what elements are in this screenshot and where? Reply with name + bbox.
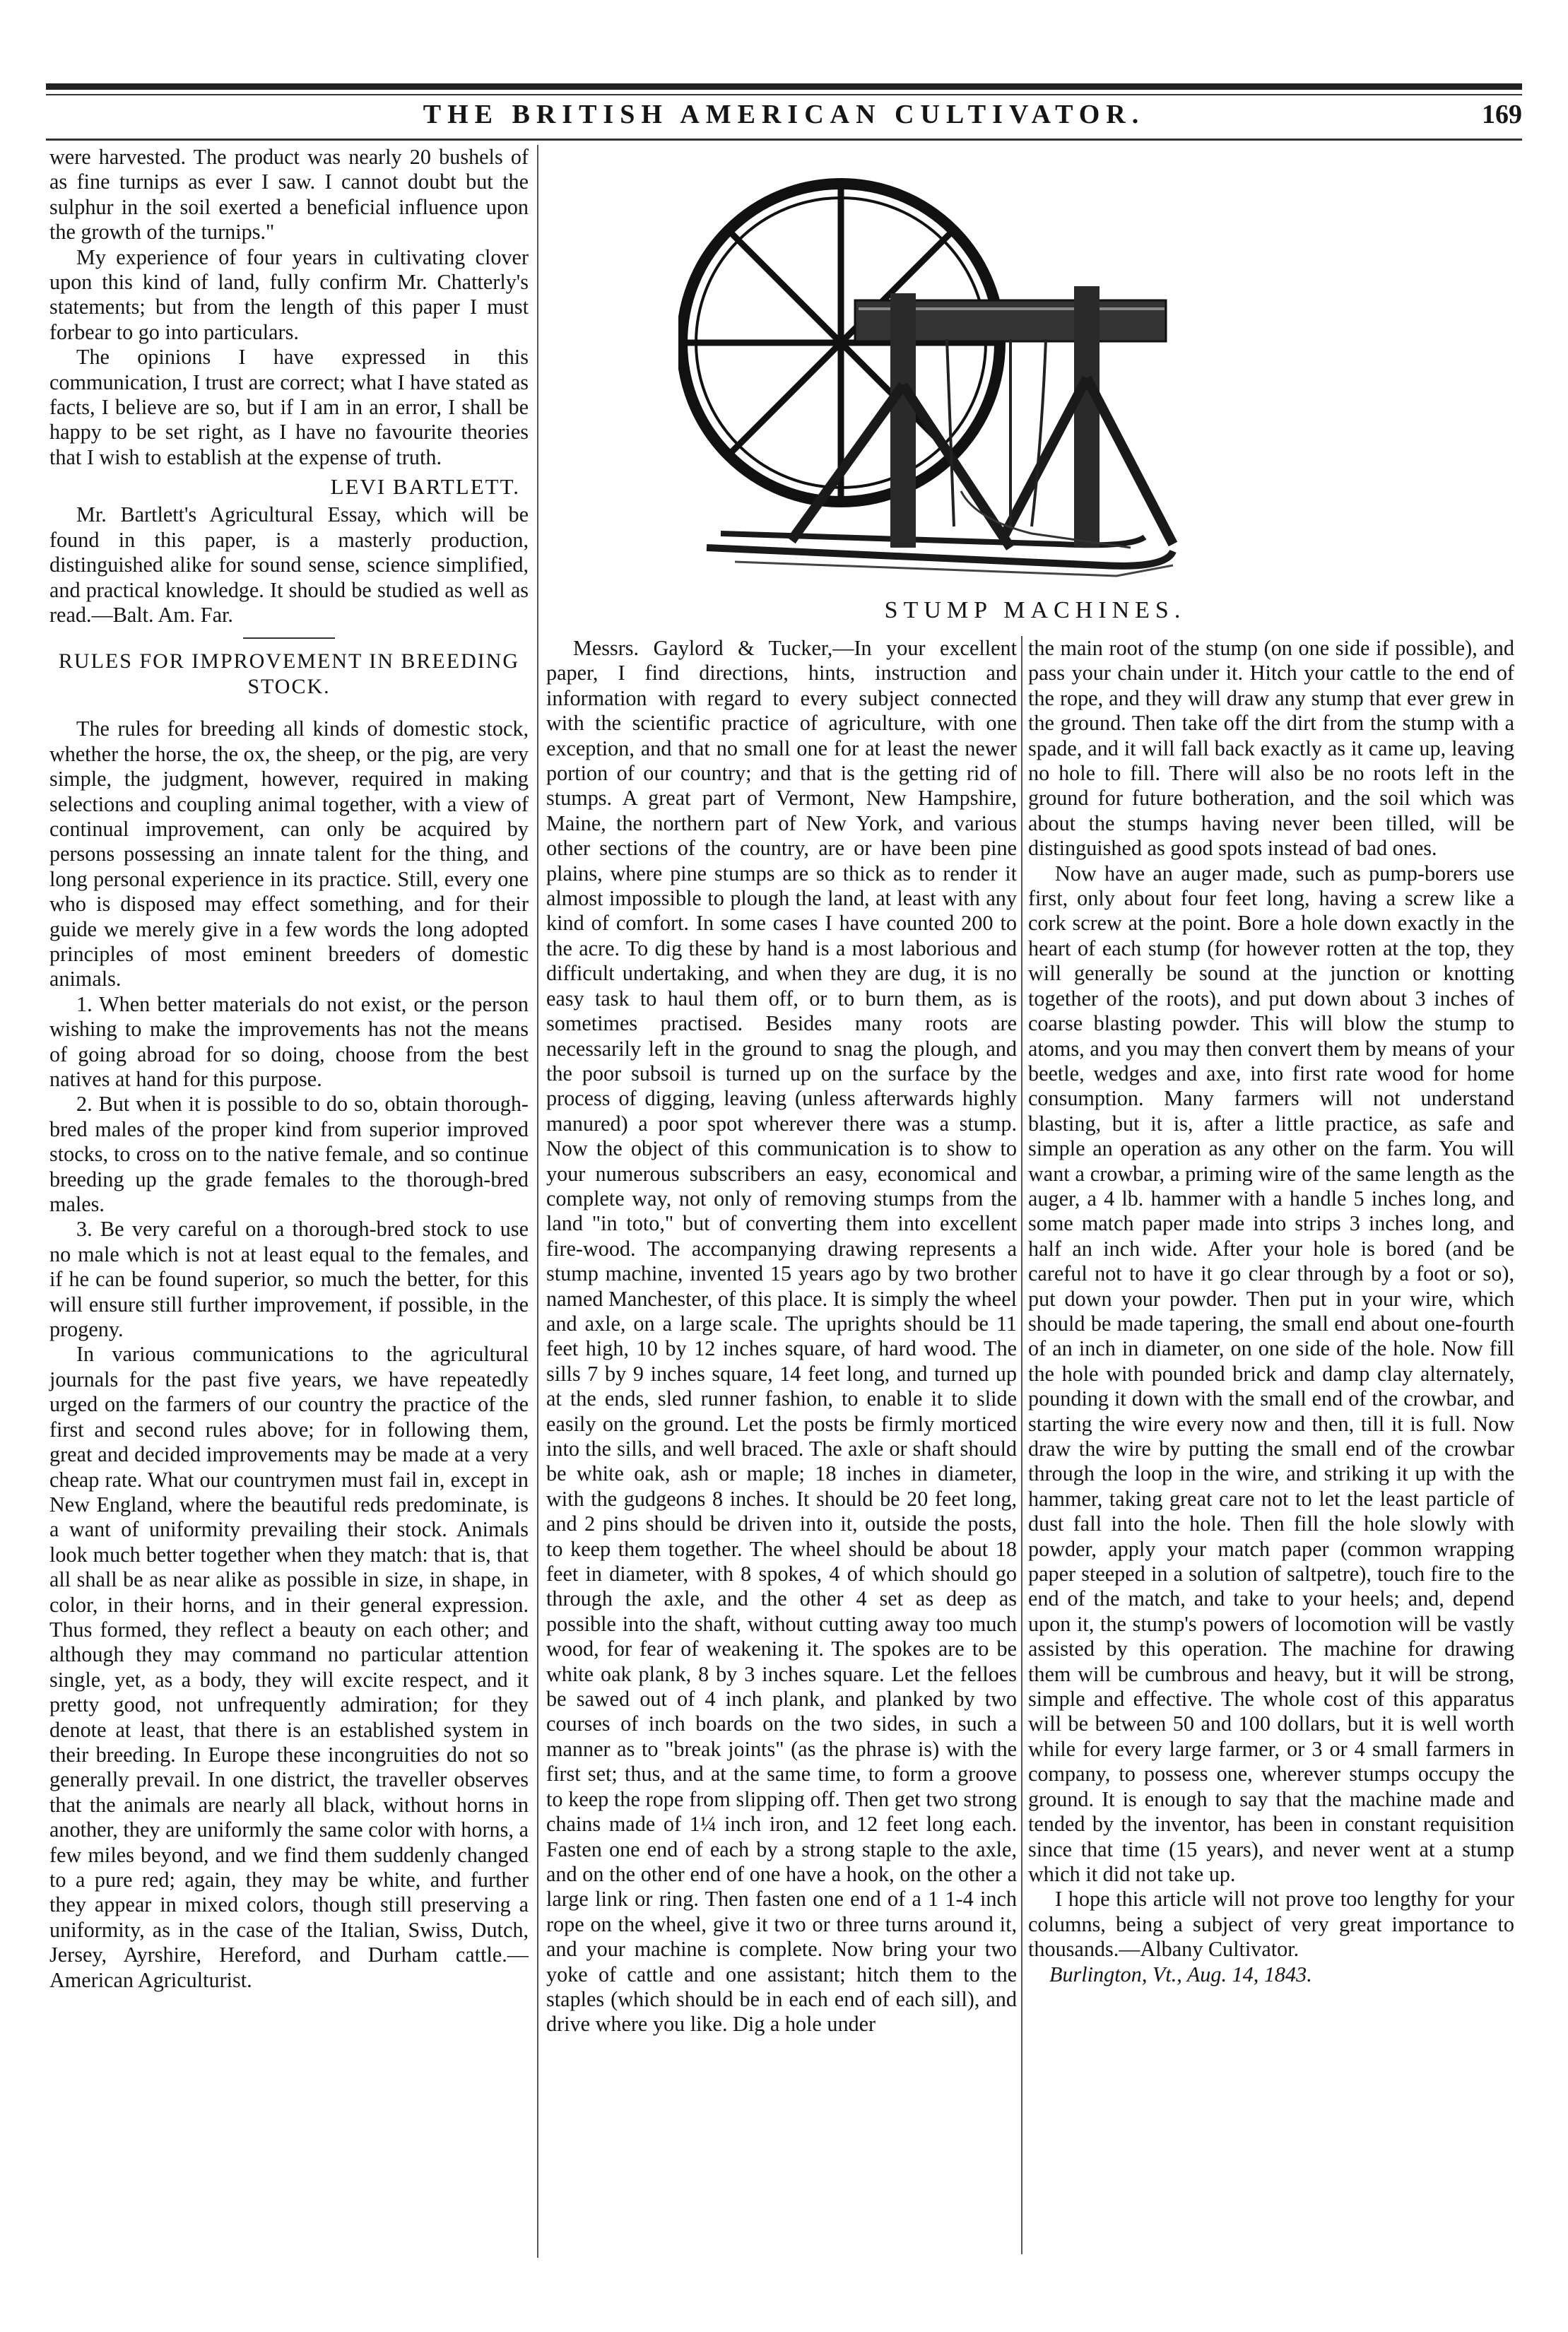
page-number: 169 <box>1482 100 1522 129</box>
stump-machine-engraving <box>678 152 1215 594</box>
paragraph: The rules for breeding all kinds of domestic stock, whether the horse, the ox, the sheep, or the pig, are very simple, the judgment, however, required in making selections and coupling animal together, with a view of continual improvement, can only be acquired by persons possessing an innate talent for the thing, and long personal experience in its practice. Still, every one who is disposed may effect something, and for their guide we merely give in a few words the long adopted principles of most eminent breeders of domestic animals. <box>49 717 529 991</box>
paragraph: 2. But when it is possible to do so, obtain thorough-bred males of the proper kind from superior improved stocks, to cross on to the native female, and so continue breeding up the grade females to the thorough-bred males. <box>49 1092 529 1217</box>
column-separator <box>1021 636 1022 2254</box>
masthead-title: THE BRITISH AMERICAN CULTIVATOR. <box>423 100 1145 129</box>
masthead <box>46 99 1522 140</box>
stump-machine-illustration <box>678 152 1215 594</box>
paragraph: the main root of the stump (on one side if possible), and pass your chain under it. Hitch your cattle to the end of the rope, and they will draw any stump that ever grew in the ground. Then take off the dirt from the stump with a spade, and it will fall back exactly as it came up, leaving no hole to fill. There will also be no roots left in the ground for future botheration, and the soil which was about the stumps having never been tilled, will be distinguished as good spots instead of bad ones. <box>1028 636 1514 861</box>
masthead-rule <box>46 139 1522 141</box>
paragraph: were harvested. The product was nearly 20 bushels of as fine turnips as ever I saw. I cannot doubt but the sulphur in the soil exerted a beneficial influence upon the growth of the turnips." <box>49 145 529 245</box>
column-middle <box>546 636 1017 2037</box>
paragraph: The opinions I have expressed in this communication, I trust are correct; what I have stated as facts, I believe are so, but if I am in an error, I shall be happy to be set right, as I have no favourite theories that I wish to establish at the expense of truth. <box>49 345 529 469</box>
author-signature: LEVI BARTLETT. <box>330 474 520 500</box>
section-divider <box>243 637 335 639</box>
top-rule <box>46 83 1522 90</box>
paragraph: I hope this article will not prove too lengthy for your columns, being a subject of very great importance to thousands.—Albany Cultivator. <box>1028 1887 1514 1962</box>
paragraph: 1. When better materials do not exist, or the person wishing to make the improvements has not the means of going abroad for so doing, choose from the best natives at hand for this purpose. <box>49 991 529 1091</box>
paragraph: Now have an auger made, such as pump-borers use first, only about four feet long, having a screw like a cork screw at the point. Bore a hole down exactly in the heart of each stump (for however rotten at the top, they will generally be sound at the junction or knotting together of the roots), and put down about 3 inches of coarse blasting powder. This will blow the stump to atoms, and you may then convert them by means of your beetle, wedges and axe, into first rate wood for home consumption. Many farmers will not understand blasting, but it is, after a little practice, as safe and simple an operation as any other on the farm. You will want a crowbar, a priming wire of the same length as the auger, a 4 lb. hammer with a handle 5 inches long, and some match paper made into strips 3 inches long, and half an inch wide. After your hole is bored (and be careful not to have it go clear through by a foot or so), put down your powder. Then put in your wire, which should be made tapering, the small end about one-fourth of an inch in diameter, on one side of the hole. Now fill the hole with pounded brick and damp clay alternately, pounding it down with the small end of the crowbar, and starting the wire every now and then, till it is full. Now draw the wire by putting the small end of the crowbar through the loop in the wire, and striking it up with the hammer, taking great care not to let the least particle of dust fall into the hole. Then fill the hole slowly with powder, apply your match paper (common wrapping paper steeped in a solution of saltpetre), touch fire to the end of the match, and take to your heels; and, depend upon it, the stump's powers of locomotion will be vastly assisted by this operation. The machine for drawing them will be cumbrous and heavy, but it will be strong, simple and effective. The whole cost of this apparatus will be between 50 and 100 dollars, but it is well worth while for every large farmer, or 3 or 4 small farmers in company, to possess one, wherever stumps occupy the ground. It is enough to say that the machine made and tended by the inventor, has been in constant requisition since that time (15 years), and never went at a stump which it did not take up. <box>1028 861 1514 1886</box>
paragraph: My experience of four years in cultivating clover upon this kind of land, fully confirm Mr. Chatterly's statements; but from the length of this paper I must forbear to go into particulars. <box>49 245 529 344</box>
column-left <box>49 145 529 1993</box>
editor-note: Mr. Bartlett's Agricultural Essay, which will be found in this paper, is a masterly production, distinguished alike for sound sense, science simplified, and practical knowledge. It should be studied as well as read.—Balt. Am. Far. <box>49 502 529 627</box>
paragraph: Messrs. Gaylord & Tucker,—In your excellent paper, I find directions, hints, instruction and information with regard to every subject connected with the scientific practice of agriculture, with one exception, and that no small one for at least the newer portion of our country; and that is the getting rid of stumps. A great part of Vermont, New Hampshire, Maine, the northern part of New York, and various other sections of the country, are or have been pine plains, where pine stumps are so thick as to render it almost impossible to plough the land, at least with any kind of comfort. In some cases I have counted 200 to the acre. To dig these by hand is a most laborious and difficult undertaking, and when they are dug, it is no easy task to haul them off, or to burn them, as is sometimes practised. Besides many roots are necessarily left in the ground to snag the plough, and the poor subsoil is turned up on the surface by the process of digging, leaving (unless afterwards highly manured) a poor spot wherever there was a stump. Now the object of this communication is to show to your numerous subscribers an easy, economical and complete way, not only of removing stumps from the land "in toto," but of converting them into excellent fire-wood. The accompanying drawing represents a stump machine, invented 15 years ago by two brother named Manchester, of this place. It is simply the wheel and axle, on a large scale. The uprights should be 11 feet high, 10 by 12 inches square, of hard wood. The sills 7 by 9 inches square, 14 feet long, and turned up at the ends, sled runner fashion, to enable it to slide easily on the ground. Let the posts be firmly morticed into the sills, and well braced. The axle or shaft should be white oak, ash or maple; 18 inches in diameter, with the gudgeons 8 inches. It should be 20 feet long, and 2 pins should be driven into it, outside the posts, to keep them together. The wheel should be about 18 feet in diameter, with 8 spokes, 4 of which should go through the axle, and the other 4 set as deep as possible into the shaft, without cutting away too much wood, for fear of weakening it. The spokes are to be white oak plank, 8 by 3 inches square. Let the felloes be sawed out of 4 inch plank, and planked by two courses of inch boards on the two sides, in such a manner as to "break joints" (as the phrase is) with the first set; thus, and at the same time, to form a groove to keep the rope from slipping off. Then get two strong chains made of 1¼ inch iron, and 12 feet long each. Fasten one end of each by a strong staple to the axle, and on the other end of one have a hook, on the other a large link or ring. Then fasten one end of a 1 1-4 inch rope on the wheel, give it two or three turns around it, and your machine is complete. Now bring your two yoke of cattle and one assistant; hitch them to the staples (which should be in each end of each sill), and drive where you like. Dig a hole under <box>546 636 1017 2037</box>
figure-caption: STUMP MACHINES. <box>884 597 1186 623</box>
section-heading: RULES FOR IMPROVEMENT IN BREEDING STOCK. <box>58 649 520 699</box>
paragraph: In various communications to the agricultural journals for the past five years, we have repeatedly urged on the farmers of our country the practice of the first and second rules above; for in following them, great and decided improvements may be made at a very cheap rate. What our countrymen must fail in, except in New England, where the beautiful reds predominate, is a want of uniformity prevailing their stock. Animals look much better together when they match: that is, that all shall be as near alike as possible in size, in shape, in color, in their horns, and in their general expression. Thus formed, they reflect a beauty on each other; and although they may command no particular attention single, yet, as a body, they will excite respect, and it pretty good, not unfrequently admiration; for they denote at least, that there is an established system in their breeding. In Europe these incongruities do not so generally prevail. In one district, the traveller observes that the animals are nearly all black, without horns in another, they are uniformly the same color with horns, a few miles beyond, and we find them suddenly changed to a pure red; again, they may be white, and further they appear in mixed colors, though still preserving a uniformity, as in the case of the Italian, Swiss, Dutch, Jersey, Ayrshire, Hereford, and Durham cattle.—American Agriculturist. <box>49 1342 529 1992</box>
signature-place-date: Burlington, Vt., Aug. 14, 1843. <box>1049 1962 1312 1986</box>
letter-signature <box>1028 1962 1514 1987</box>
column-separator <box>537 145 538 2258</box>
paragraph: 3. Be very careful on a thorough-bred stock to use no male which is not at least equal to the females, and if he can be found superior, so much the better, for this will ensure still further improvement, if possible, in the progeny. <box>49 1217 529 1342</box>
top-rule-thin <box>46 94 1522 95</box>
column-right <box>1028 636 1514 1987</box>
